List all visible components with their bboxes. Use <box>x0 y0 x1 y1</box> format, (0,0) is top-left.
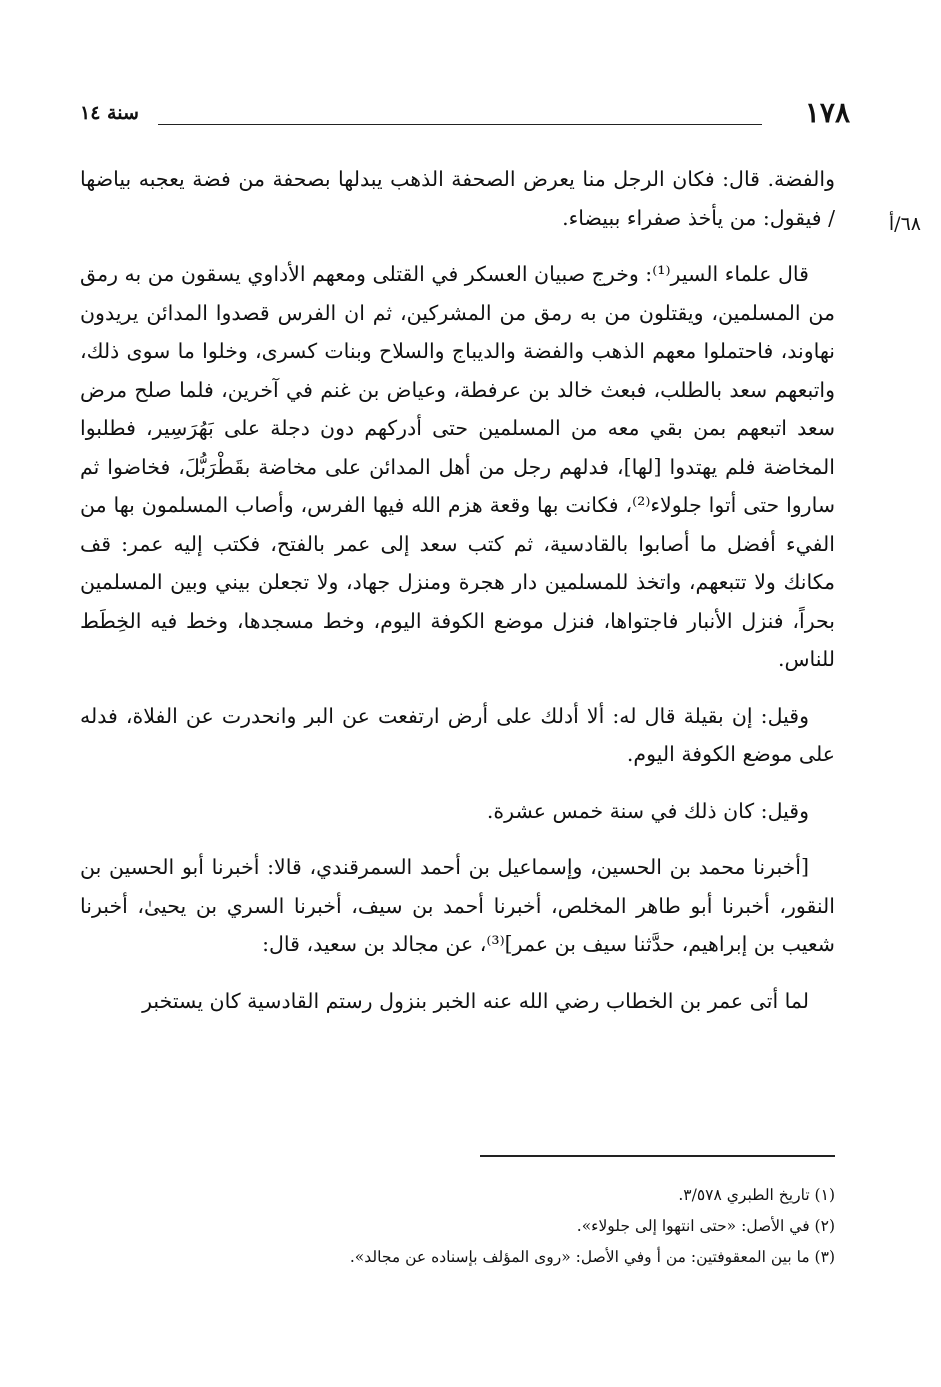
main-text <box>80 160 835 1020</box>
footnotes <box>160 1180 835 1273</box>
paragraph-2: قال علماء السير⁽¹⁾: وخرج صبيان العسكر في القتلى ومعهم الأداوي يسقون من به رمق من المسلمين، ويقتلون من به رمق من المشركين، ثم ان الفرس قصدوا المدائن يريدون نهاوند، فاحتملوا معهم الذهب والفضة والديباج والسلاح وبنات كسرى، وخلوا ما سوى ذلك، واتبعهم سعد بالطلب، فبعث خالد بن عرفطة، وعياض بن غنم في آخرين، فلما صلح مرض سعد اتبعهم بمن بقي معه من المسلمين حتى أدركهم دون دجلة على بَهُرَسِير، فطلبوا المخاضة فلم يهتدوا [لها]، فدلهم رجل من أهل المدائن على مخاضة بقَطْرَبُّلَ، فخاضوا ثم ساروا حتى أتوا جلولاء⁽²⁾، فكانت بها وقعة هزم الله فيها الفرس، وأصاب المسلمون بها من الفيء أفضل ما أصابوا بالقادسية، ثم كتب سعد إلى عمر بالفتح، فكتب إليه عمر: قف مكانك ولا تتبعهم، واتخذ للمسلمين دار هجرة ومنزل جهاد، ولا تجعلن بيني وبين المسلمين بحراً، فنزل الأنبار فاجتواها، فنزل موضع الكوفة اليوم، وخط مسجدها، وخط فيه الخِطَط للناس. <box>80 262 836 671</box>
paragraph-4: وقيل: كان ذلك في سنة خمس عشرة. <box>486 798 809 823</box>
paragraph-5: [أخبرنا محمد بن الحسين، وإسماعيل بن أحمد السمرقندي، قالا: أخبرنا أبو الحسين بن النقور، أخبرنا أبو طاهر المخلص، أخبرنا أحمد بن سيف، أخبرنا السري بن يحيىٰ، أخبرنا شعيب بن إبراهيم، حدَّثنا سيف بن عمر]⁽³⁾، عن مجالد بن سعيد، قال: <box>80 855 835 956</box>
paragraph-6: لما أتى عمر بن الخطاب رضي الله عنه الخبر بنزول رستم القادسية كان يستخبر <box>142 988 809 1013</box>
header-rule <box>158 124 762 125</box>
footnote-2: (٢) في الأصل: «حتى انتهوا إلى جلولاء». <box>576 1217 835 1235</box>
footnote-separator <box>480 1155 835 1157</box>
footnote-1: (١) تاريخ الطبري ٣/٥٧٨. <box>678 1186 835 1204</box>
paragraph-1: والفضة. قال: فكان الرجل منا يعرض الصحفة الذهب يبدلها بصحفة من فضة يعجبه بياضها / فيقول: من يأخذ صفراء ببيضاء. <box>80 167 835 230</box>
page-header <box>80 96 850 140</box>
page-number: ١٧٨ <box>804 96 850 129</box>
running-head-year: سنة ١٤ <box>80 102 139 124</box>
paragraph-3: وقيل: إن بقيلة قال له: ألا أدلك على أرض ارتفعت عن البر وانحدرت عن الفلاة، فدله على موضع الكوفة اليوم. <box>80 703 835 766</box>
manuscript-folio-marker: ٦٨/أ <box>888 213 921 235</box>
footnote-3: (٣) ما بين المعقوفتين: من أ وفي الأصل: «روى المؤلف بإسناده عن مجالد». <box>349 1248 835 1266</box>
